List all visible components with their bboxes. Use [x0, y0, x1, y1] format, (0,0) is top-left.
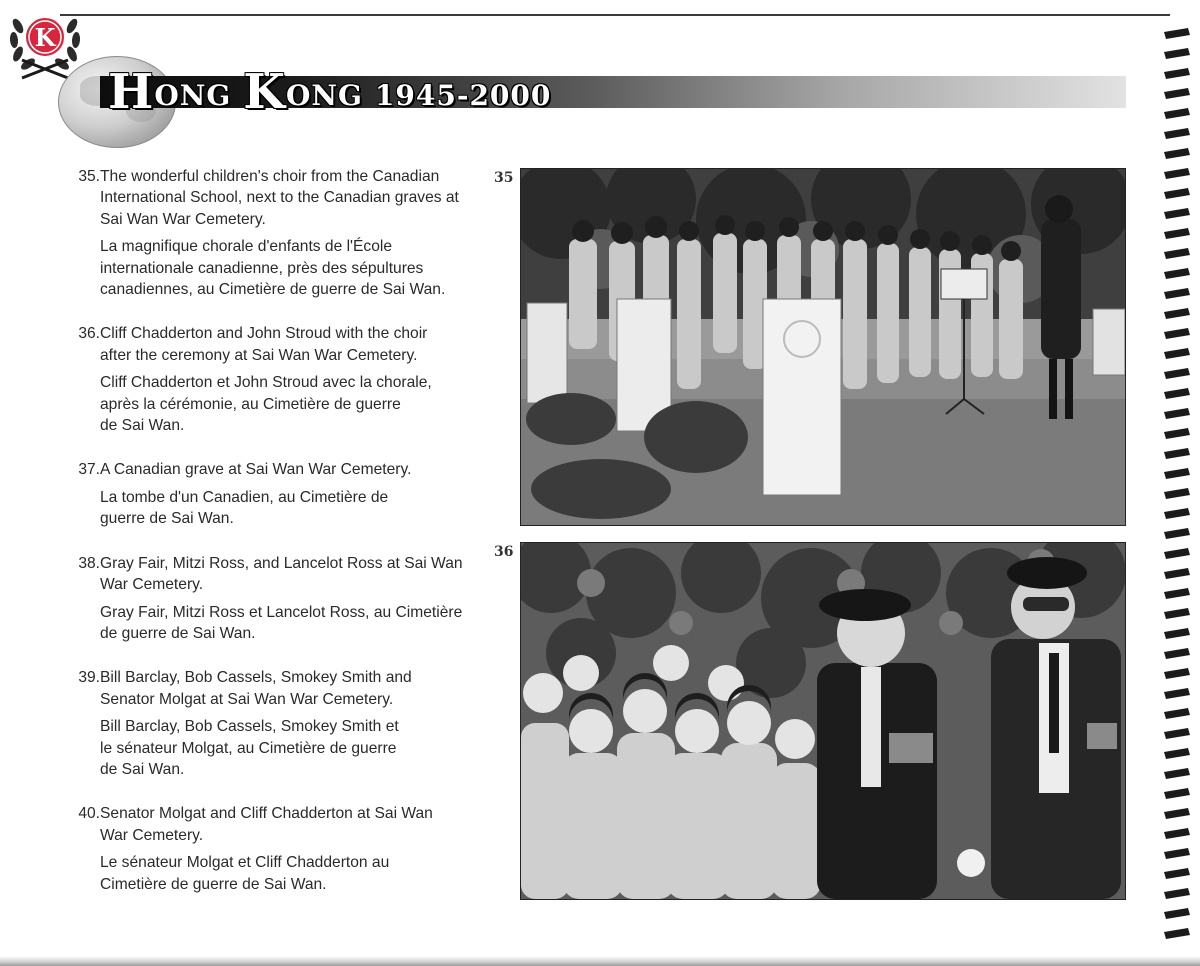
caption-item-40 — [56, 803, 476, 895]
caption-number: 39. — [78, 669, 100, 687]
spiral-ring — [1164, 828, 1190, 839]
photo-veterans-with-choir — [520, 542, 1126, 900]
page-bottom-edge — [0, 956, 1200, 966]
photo-number-36: 36 — [494, 544, 514, 560]
caption-english: Gray Fair, Mitzi Ross, and Lancelot Ross at Sai Wan War Cemetery. — [100, 554, 463, 594]
caption-french: La tombe d'un Canadien, au Cimetière de guerre de Sai Wan. — [100, 488, 389, 528]
title-initial-k: K — [243, 64, 286, 120]
title-part-ong: ONG — [154, 79, 232, 112]
spiral-ring — [1164, 228, 1190, 239]
spiral-ring — [1164, 308, 1190, 319]
caption-number: 37. — [78, 461, 100, 479]
spiral-ring — [1164, 908, 1190, 919]
spiral-ring — [1164, 248, 1190, 259]
caption-english: Cliff Chadderton and John Stroud with the choir after the ceremony at Sai Wan War Cemetery. — [100, 325, 428, 364]
hk-emblem-logo — [8, 4, 82, 82]
spiral-ring — [1164, 28, 1190, 39]
caption-item-35 — [56, 166, 476, 300]
caption-number: 38. — [78, 554, 100, 572]
spiral-ring — [1164, 588, 1190, 599]
spiral-ring — [1164, 168, 1190, 179]
caption-english: A Canadian grave at Sai Wan War Cemetery. — [100, 461, 412, 479]
caption-french: Le sénateur Molgat et Cliff Chadderton au Cimetière de guerre de Sai Wan. — [100, 854, 390, 893]
spiral-ring — [1164, 548, 1190, 559]
caption-number: 40. — [78, 805, 100, 823]
spiral-ring — [1164, 68, 1190, 79]
page-top-edge — [60, 14, 1170, 16]
spiral-ring — [1164, 648, 1190, 659]
spiral-ring — [1164, 768, 1190, 779]
spiral-ring — [1164, 208, 1190, 219]
spiral-ring — [1164, 608, 1190, 619]
spiral-ring — [1164, 668, 1190, 679]
title-part-ong-2: ONG — [285, 79, 363, 112]
caption-french: La magnifique chorale d'enfants de l'École internationale canadienne, près des sépultures canadiennes, au Cimetière de guerre de Sai Wan. — [100, 238, 446, 299]
spiral-ring — [1164, 628, 1190, 639]
spiral-ring — [1164, 108, 1190, 119]
spiral-ring — [1164, 428, 1190, 439]
spiral-ring — [1164, 788, 1190, 799]
spiral-ring — [1164, 448, 1190, 459]
spiral-ring — [1164, 188, 1190, 199]
spiral-ring — [1164, 528, 1190, 539]
caption-english: Bill Barclay, Bob Cassels, Smokey Smith and Senator Molgat at Sai Wan War Cemetery. — [100, 669, 412, 708]
photo-choir-at-graves — [520, 168, 1126, 526]
emblem-letter: K — [34, 23, 56, 52]
title-years: 1945-2000 — [374, 79, 552, 112]
spiral-ring — [1164, 388, 1190, 399]
spiral-ring — [1164, 468, 1190, 479]
spiral-ring — [1164, 888, 1190, 899]
caption-number: 35. — [78, 168, 100, 185]
spiral-ring — [1164, 488, 1190, 499]
spiral-ring — [1164, 328, 1190, 339]
caption-english: Senator Molgat and Cliff Chadderton at Sai Wan War Cemetery. — [100, 805, 433, 844]
spiral-ring — [1164, 568, 1190, 579]
spiral-ring — [1164, 148, 1190, 159]
spiral-ring — [1164, 368, 1190, 379]
spiral-ring — [1164, 88, 1190, 99]
spiral-ring — [1164, 868, 1190, 879]
spiral-ring — [1164, 728, 1190, 739]
photo-number-35: 35 — [494, 170, 514, 186]
page-title — [108, 62, 551, 122]
spiral-ring — [1164, 708, 1190, 719]
spiral-ring — [1164, 848, 1190, 859]
caption-item-39 — [56, 667, 476, 780]
spiral-ring — [1164, 808, 1190, 819]
title-initial-h: H — [108, 64, 155, 120]
spiral-ring — [1164, 128, 1190, 139]
spiral-ring — [1164, 508, 1190, 519]
caption-french: Bill Barclay, Bob Cassels, Smokey Smith et le sénateur Molgat, au Cimetière de guerre de Sai Wan. — [100, 718, 399, 778]
caption-number: 36. — [78, 325, 100, 343]
caption-english: The wonderful children's choir from the Canadian International School, next to the Canadian graves at Sai Wan War Cemetery. — [100, 168, 459, 228]
caption-item-36 — [56, 323, 476, 436]
spiral-ring — [1164, 348, 1190, 359]
spiral-ring — [1164, 928, 1190, 939]
spiral-ring — [1164, 688, 1190, 699]
caption-item-37 — [56, 459, 476, 529]
caption-item-38 — [56, 553, 476, 645]
spiral-ring — [1164, 408, 1190, 419]
caption-list — [56, 166, 476, 918]
spiral-binding — [1160, 24, 1194, 944]
spiral-ring — [1164, 748, 1190, 759]
caption-french: Gray Fair, Mitzi Ross et Lancelot Ross, au Cimetière de guerre de Sai Wan. — [100, 603, 463, 642]
spiral-ring — [1164, 268, 1190, 279]
spiral-ring — [1164, 288, 1190, 299]
caption-french: Cliff Chadderton et John Stroud avec la chorale, après la cérémonie, au Cimetière de guerre de Sai Wan. — [100, 374, 432, 435]
spiral-ring — [1164, 48, 1190, 59]
